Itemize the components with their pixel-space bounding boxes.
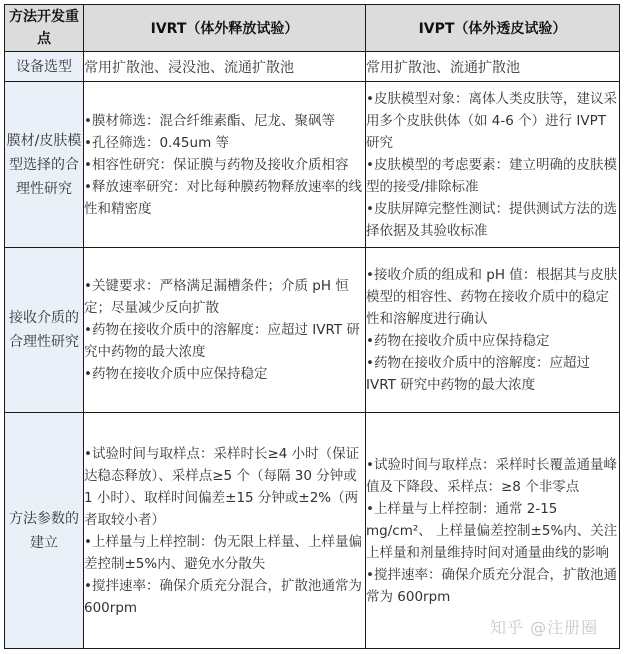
ivrt-cell	[84, 413, 366, 649]
row-label: 设备选型	[5, 52, 84, 82]
table-row-membrane	[5, 82, 620, 248]
list-item: •皮肤模型的考虑要素：建立明确的皮肤模型的接受/排除标准	[366, 156, 617, 195]
ivrt-cell: 常用扩散池、浸没池、流通扩散池	[84, 52, 366, 82]
table-row-receptor-medium	[5, 248, 620, 413]
ivpt-cell	[366, 82, 620, 248]
list-item: •试验时间与取样点：采样时长≥4 小时（保证达稳态释放）、采样点≥5 个（每隔 30 分钟或 1 小时）、取样时间偏差±15 分钟或±2%（两者取较小者）	[84, 445, 360, 528]
list-item: •关键要求：严格满足漏槽条件；介质 pH 恒定；尽量减少反向扩散	[84, 278, 349, 316]
list-item: •孔径筛选：0.45um 等	[84, 134, 230, 151]
header-method-focus-text: 方法开发重点	[9, 9, 79, 47]
watermark: 知乎 @注册圈	[490, 618, 599, 637]
comparison-table	[4, 4, 620, 649]
row-label: 接收介质的合理性研究	[5, 248, 84, 413]
header-ivrt: IVRT（体外释放试验）	[84, 5, 366, 52]
list-item: •药物在接收介质中应保持稳定	[366, 333, 550, 349]
list-item: •药物在接收介质中的溶解度：应超过 IVRT 研究中药物的最大浓度	[366, 355, 590, 393]
table-row-equipment	[5, 52, 620, 82]
ivrt-cell	[84, 82, 366, 248]
row-label: 膜材/皮肤模型选择的合理性研究	[5, 82, 84, 248]
ivpt-cell	[366, 413, 620, 649]
ivpt-cell	[366, 248, 620, 413]
list-item: •上样量与上样控制：伪无限上样量、上样量偏差控制±5%内、避免水分散失	[84, 533, 362, 572]
header-row	[5, 5, 620, 52]
list-item: •上样量与上样控制：通常 2-15 mg/cm²、 上样量偏差控制±5%内、关注上样量和剂量维持时间对通量曲线的影响	[366, 500, 618, 561]
header-ivpt: IVPT（体外透皮试验）	[366, 5, 620, 52]
list-item: •试验时间与取样点：采样时长覆盖通量峰值及下降段、采样点：≥8 个非零点	[366, 456, 617, 495]
list-item: •皮肤屏障完整性测试：提供测试方法的选择依据及其验收标准	[366, 200, 617, 239]
list-item: •释放速率研究：对比每种膜药物释放速率的线性和精密度	[84, 178, 362, 217]
header-method-focus	[5, 5, 84, 52]
table-row-method-parameters	[5, 413, 620, 649]
list-item: •皮肤模型对象：离体人类皮肤等，建议采用多个皮肤供体（如 4-6 个）进行 IVPT 研究	[366, 90, 617, 151]
list-item: •接收介质的组成和 pH 值：根据其与皮肤模型的相容性、药物在接收介质中的稳定性和溶解度进行确认	[366, 267, 618, 327]
row-label: 方法参数的建立	[5, 413, 84, 649]
list-item: •搅拌速率：确保介质充分混合，扩散池通常为 600rpm	[366, 566, 617, 605]
list-item: •药物在接收介质中应保持稳定	[84, 366, 268, 382]
list-item: •膜材筛选：混合纤维素酯、尼龙、聚砜等	[84, 112, 335, 129]
list-item: •相容性研究：保证膜与药物及接收介质相容	[84, 156, 349, 173]
ivpt-cell: 常用扩散池、流通扩散池	[366, 52, 620, 82]
list-item: •药物在接收介质中的溶解度：应超过 IVRT 研究中药物的最大浓度	[84, 322, 360, 360]
list-item: •搅拌速率：确保介质充分混合，扩散池通常为 600rpm	[84, 577, 362, 616]
ivrt-cell	[84, 248, 366, 413]
